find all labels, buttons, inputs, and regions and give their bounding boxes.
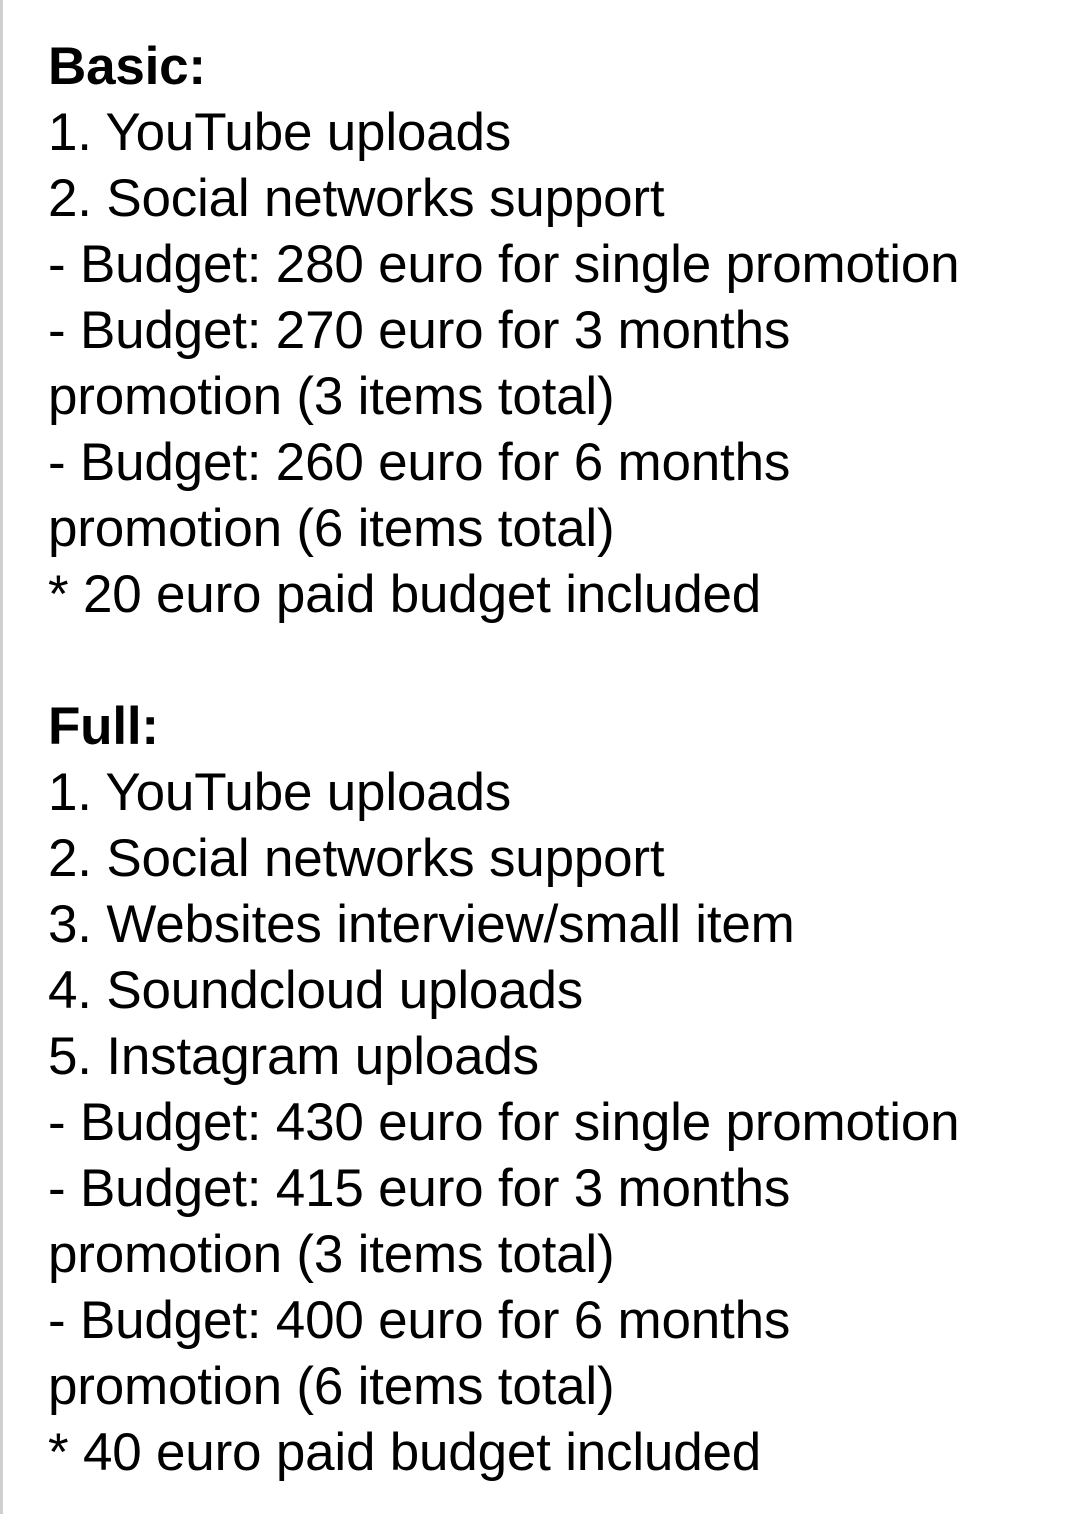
full-line-10: promotion (6 items total)	[48, 1357, 615, 1416]
basic-line-2: 2. Social networks support	[48, 169, 665, 228]
basic-line-1: 1. YouTube uploads	[48, 103, 512, 162]
basic-line-8: * 20 euro paid budget included	[48, 565, 762, 624]
full-line-3: 3. Websites interview/small item	[48, 895, 795, 954]
full-line-8: promotion (3 items total)	[48, 1225, 615, 1284]
document-body	[48, 34, 1058, 1486]
full-line-9: - Budget: 400 euro for 6 months	[48, 1291, 791, 1350]
full-line-11: * 40 euro paid budget included	[48, 1423, 762, 1482]
full-line-4: 4. Soundcloud uploads	[48, 961, 584, 1020]
basic-line-6: - Budget: 260 euro for 6 months	[48, 433, 791, 492]
full-line-1: 1. YouTube uploads	[48, 763, 512, 822]
full-line-7: - Budget: 415 euro for 3 months	[48, 1159, 791, 1218]
basic-line-3: - Budget: 280 euro for single promotion	[48, 235, 960, 294]
full-section	[48, 694, 1058, 1486]
left-border	[0, 0, 3, 1514]
full-heading: Full:	[48, 697, 159, 756]
basic-line-5: promotion (3 items total)	[48, 367, 615, 426]
section-gap	[48, 628, 1058, 694]
full-line-2: 2. Social networks support	[48, 829, 665, 888]
basic-line-7: promotion (6 items total)	[48, 499, 615, 558]
full-line-6: - Budget: 430 euro for single promotion	[48, 1093, 960, 1152]
basic-heading: Basic:	[48, 37, 206, 96]
basic-line-4: - Budget: 270 euro for 3 months	[48, 301, 791, 360]
basic-section	[48, 34, 1058, 628]
full-line-5: 5. Instagram uploads	[48, 1027, 539, 1086]
